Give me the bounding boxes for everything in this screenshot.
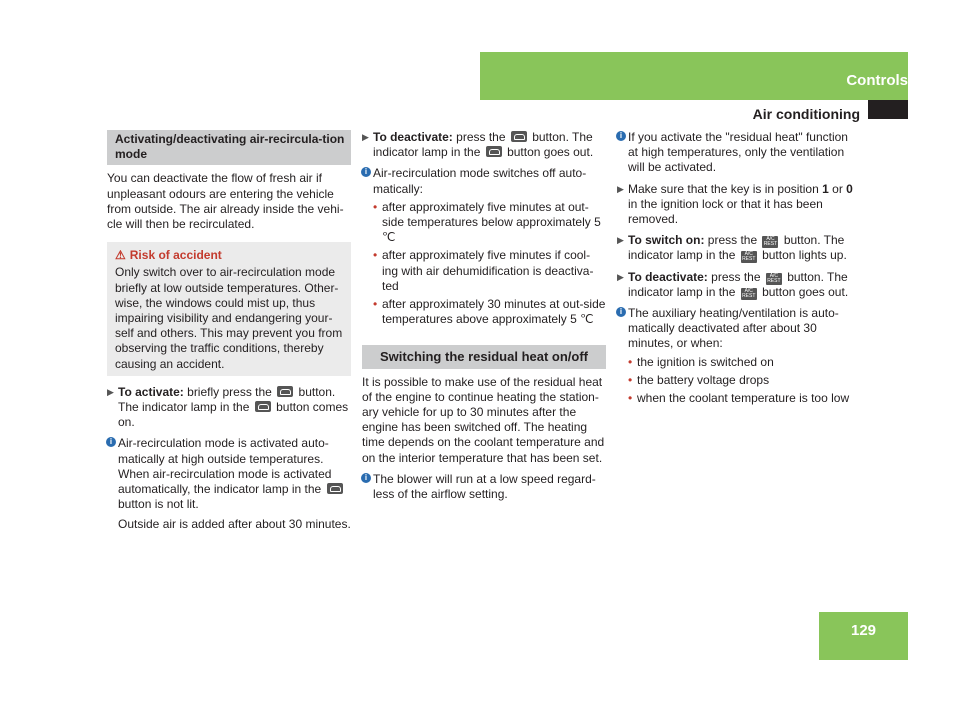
bullet-text: after approximately five minutes at out-side temperatures below approximately 5 ℃ bbox=[382, 199, 601, 245]
switch-on-label: To switch on: bbox=[628, 233, 705, 248]
info-residual-heat bbox=[617, 130, 861, 176]
step-arrow-icon: ▶ bbox=[107, 386, 114, 397]
step-key-text-2: or bbox=[832, 181, 843, 196]
list-item bbox=[628, 391, 861, 406]
recirculation-button-icon bbox=[327, 483, 343, 494]
deactivate-step bbox=[362, 130, 606, 160]
ac-rest-button-icon: A/C REST bbox=[742, 251, 756, 263]
info-icon: i bbox=[361, 473, 371, 483]
step-arrow-icon: ▶ bbox=[617, 271, 624, 282]
list-item bbox=[373, 248, 606, 294]
warning-title-text: Risk of accident bbox=[129, 248, 222, 263]
bullet-text: when the coolant temperature is too low bbox=[637, 391, 850, 406]
list-item bbox=[373, 297, 606, 327]
column-3 bbox=[617, 130, 861, 412]
section-title: Controls bbox=[846, 72, 908, 89]
info-residual-text: If you activate the "residual heat" function at high temperatures, only the ventilation will be activated. bbox=[628, 130, 848, 175]
bullet-icon: • bbox=[628, 372, 633, 387]
warning-title bbox=[115, 248, 345, 263]
recirculation-button-icon bbox=[277, 386, 293, 397]
step-arrow-icon: ▶ bbox=[617, 183, 624, 194]
bullet-text: the ignition is switched on bbox=[637, 354, 774, 369]
list-item bbox=[628, 373, 861, 388]
list-item bbox=[628, 355, 861, 370]
column-2 bbox=[362, 130, 606, 508]
info-auto-text: Air-recirculation mode switches off auto-matically: bbox=[373, 166, 587, 196]
switch-off-label: To deactivate: bbox=[628, 269, 708, 284]
recirculation-button-icon bbox=[511, 131, 527, 142]
warning-text: Only switch over to air-recirculation mode briefly at low outside temperatures. Other-wise, the windows could mist up, thus impairing visibility and endangering your-self and others. This may prevent you from observing the traffic conditions, thereby causing an accident. bbox=[115, 265, 343, 371]
bullet-icon: • bbox=[373, 199, 378, 214]
switch-off-text-1: press the bbox=[711, 269, 761, 284]
info-blower bbox=[362, 472, 606, 502]
switch-on-text-1: press the bbox=[707, 233, 758, 248]
recirculation-button-icon bbox=[486, 146, 502, 157]
page-number: 129 bbox=[850, 622, 877, 639]
deactivate-label: To deactivate: bbox=[373, 130, 453, 144]
info-icon: i bbox=[616, 131, 626, 141]
info-icon: i bbox=[361, 167, 371, 177]
info-text-2: button is not lit. bbox=[118, 497, 199, 512]
step-arrow-icon: ▶ bbox=[617, 235, 624, 246]
key-position-0: 0 bbox=[846, 181, 853, 196]
info-icon: i bbox=[106, 437, 116, 447]
bullet-icon: • bbox=[628, 391, 633, 406]
list-item bbox=[373, 200, 606, 246]
bullet-text: after approximately five minutes if cool-ing with air dehumidification is deactiva-ted bbox=[382, 248, 594, 293]
info-auxiliary bbox=[617, 306, 861, 406]
switch-on-step bbox=[617, 233, 861, 263]
info-icon: i bbox=[616, 307, 626, 317]
switch-off-step bbox=[617, 270, 861, 300]
recirculation-button-icon bbox=[255, 401, 271, 412]
bullet-icon: • bbox=[628, 354, 633, 369]
warning-box bbox=[107, 242, 351, 376]
bullet-text: the battery voltage drops bbox=[637, 372, 770, 387]
switch-off-text-2: button. The indicator lamp in the bbox=[628, 269, 848, 299]
step-arrow-icon: ▶ bbox=[362, 132, 369, 142]
key-position-step bbox=[617, 182, 861, 228]
info-auto-recirculation bbox=[107, 436, 351, 532]
info-aux-text: The auxiliary heating/ventilation is auto-matically deactivated after about 30 minutes, or when: bbox=[628, 306, 839, 351]
column-1 bbox=[107, 130, 351, 539]
bullet-icon: • bbox=[373, 297, 378, 312]
step-key-text-3: in the ignition lock or that it has been removed. bbox=[628, 196, 823, 227]
activate-label: To activate: bbox=[118, 384, 184, 399]
activate-text-3: button comes on. bbox=[118, 400, 349, 430]
info-auto-switch-off bbox=[362, 166, 606, 327]
chapter-marker bbox=[868, 100, 908, 119]
key-position-1: 1 bbox=[822, 181, 829, 196]
intro-paragraph: You can deactivate the flow of fresh air if unpleasant odours are entering the vehicle from outside. The air already inside the vehi-cle will then be recirculated. bbox=[107, 171, 344, 232]
warning-triangle-icon: ⚠ bbox=[115, 248, 126, 263]
switch-off-text-3: button goes out. bbox=[762, 284, 849, 299]
bullet-text: after approximately 30 minutes at out-side temperatures above approximately 5 ℃ bbox=[382, 297, 606, 327]
section-heading: Switching the residual heat on/off bbox=[362, 345, 606, 368]
step-key-text-1: Make sure that the key is in position bbox=[628, 181, 819, 196]
ac-rest-button-icon: A/C REST bbox=[767, 272, 781, 284]
switch-on-text-3: button lights up. bbox=[762, 248, 847, 263]
residual-heat-paragraph: It is possible to make use of the residual heat of the engine to continue heating the station-ary vehicle for up to 30 minutes after the engine has been switched off. The heating time depends on the coolant temperature and on the interior temperature that has been set. bbox=[362, 374, 605, 465]
chapter-title: Air conditioning bbox=[752, 106, 860, 122]
info-text-3: Outside air is added after about 30 minutes. bbox=[118, 517, 351, 532]
info-text-1: Air-recirculation mode is activated auto-matically at high outside temperatures. When air-recirculation mode is activated automatically, the indicator lamp in the bbox=[118, 436, 332, 497]
deactivate-text-2: button. The indicator lamp in the bbox=[373, 130, 593, 160]
deactivate-text-1: press the bbox=[456, 130, 506, 144]
section-heading: Activating/deactivating air-recircula-tion mode bbox=[107, 130, 351, 165]
switch-on-text-2: button. The indicator lamp in the bbox=[628, 233, 845, 263]
activate-text-1: briefly press the bbox=[187, 384, 272, 399]
info-blower-text: The blower will run at a low speed regard-less of the airflow setting. bbox=[373, 471, 596, 502]
activate-step bbox=[107, 385, 351, 431]
section-tab bbox=[480, 52, 908, 100]
ac-rest-button-icon: A/C REST bbox=[742, 287, 756, 299]
activate-text-2: button. The indicator lamp in the bbox=[118, 384, 336, 415]
bullet-icon: • bbox=[373, 248, 378, 263]
ac-rest-button-icon: A/C REST bbox=[763, 236, 778, 248]
deactivate-text-3: button goes out. bbox=[507, 145, 594, 160]
